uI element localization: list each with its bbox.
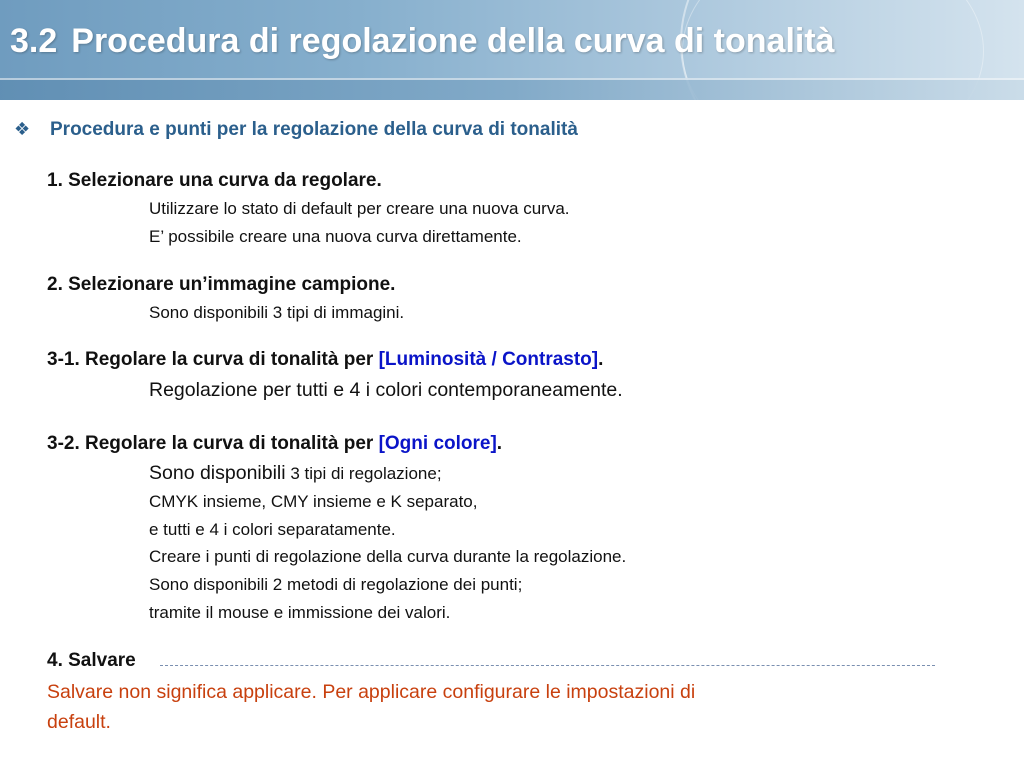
step4-note-line-2: default. bbox=[47, 711, 111, 733]
step1-heading: 1. Selezionare una curva da regolare. bbox=[47, 170, 382, 191]
step32-highlight: [Ogni colore] bbox=[378, 433, 497, 454]
title-text: Procedura di regolazione della curva di tonalità bbox=[71, 22, 835, 60]
step1-line-2: E’ possibile creare una nuova curva direttamente. bbox=[149, 227, 522, 246]
step4-heading: 4. Salvare bbox=[47, 650, 136, 671]
step32-line-5: Sono disponibili 2 metodi di regolazione dei punti; bbox=[149, 575, 523, 594]
step4-note-line-1: Salvare non significa applicare. Per applicare configurare le impostazioni di bbox=[47, 681, 696, 703]
section-bullet bbox=[14, 119, 578, 141]
step1-line-1: Utilizzare lo stato di default per creare una nuova curva. bbox=[149, 199, 570, 218]
dashed-divider bbox=[160, 665, 935, 666]
banner-band bbox=[0, 78, 1024, 100]
bullet-text: Procedura e punti per la regolazione della curva di tonalità bbox=[50, 119, 578, 140]
section-number: 3.2 bbox=[10, 22, 58, 60]
step32-prefix: 3-2. Regolare la curva di tonalità per bbox=[47, 433, 379, 454]
title-banner bbox=[0, 0, 1024, 100]
step2-heading: 2. Selezionare un’immagine campione. bbox=[47, 274, 396, 295]
step32-heading bbox=[47, 433, 502, 455]
step32-line-1 bbox=[149, 462, 442, 485]
step31-suffix: . bbox=[598, 349, 604, 370]
step32-suffix: . bbox=[496, 433, 503, 454]
step32-line-1b: 3 tipi di regolazione; bbox=[285, 464, 442, 483]
step32-line-1a: Sono disponibili bbox=[149, 462, 286, 484]
step2-line-1: Sono disponibili 3 tipi di immagini. bbox=[149, 303, 405, 322]
step31-highlight: [Luminosità / Contrasto] bbox=[378, 349, 599, 370]
step31-line-1: Regolazione per tutti e 4 i colori contemporaneamente. bbox=[149, 379, 623, 401]
step32-line-6: tramite il mouse e immissione dei valori. bbox=[149, 603, 451, 622]
step32-line-4: Creare i punti di regolazione della curva durante la regolazione. bbox=[149, 547, 627, 566]
step32-line-3: e tutti e 4 i colori separatamente. bbox=[149, 520, 396, 539]
page-title bbox=[10, 22, 835, 61]
banner-divider bbox=[0, 78, 1024, 80]
step32-line-2: CMYK insieme, CMY insieme e K separato, bbox=[149, 492, 478, 511]
diamond-bullet-icon: ❖ bbox=[14, 119, 31, 139]
step31-prefix: 3-1. Regolare la curva di tonalità per bbox=[47, 349, 379, 370]
step31-heading bbox=[47, 349, 603, 371]
